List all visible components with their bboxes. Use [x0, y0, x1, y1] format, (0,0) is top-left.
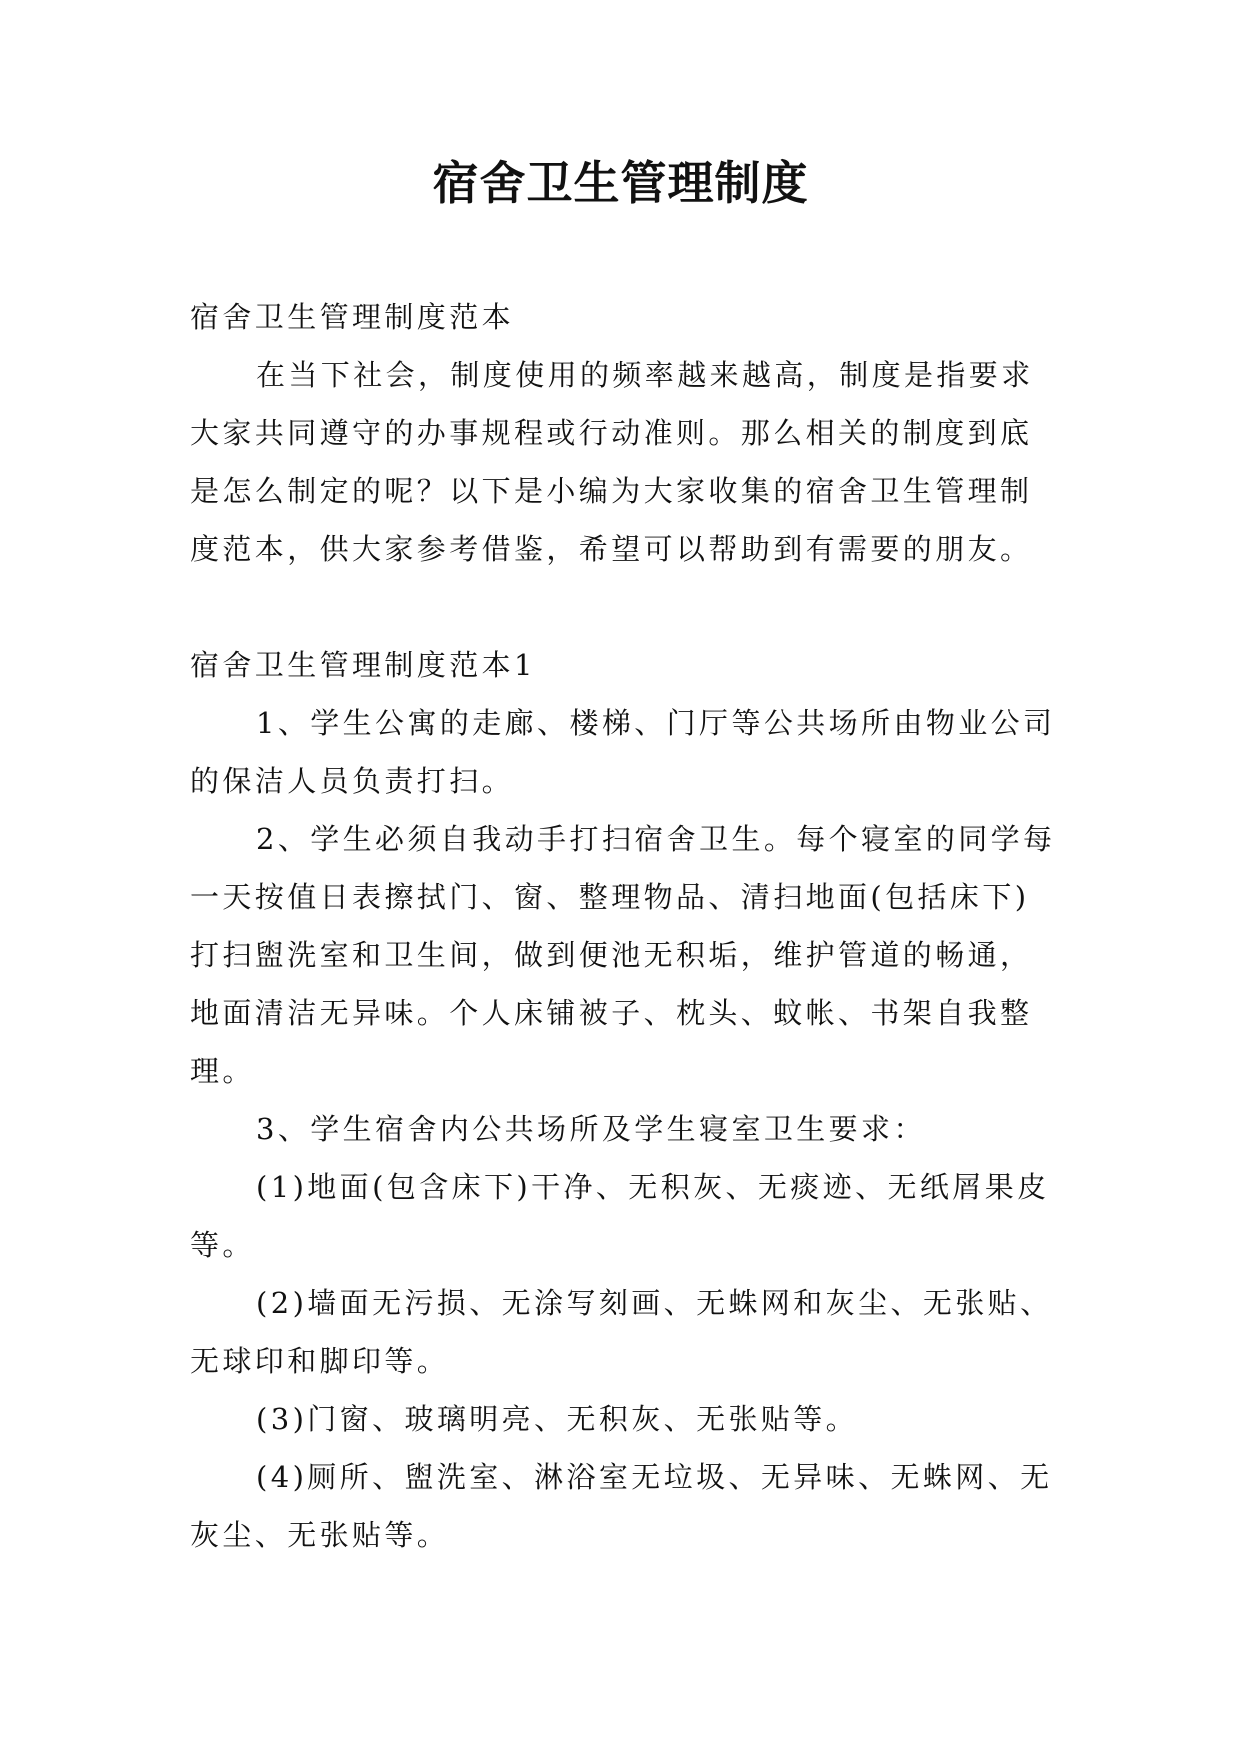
document-body: [190, 288, 1060, 1564]
section1-heading: 宿舍卫生管理制度范本1: [190, 648, 536, 682]
requirement-item: (1)地面(包含床下)干净、无积灰、无痰迹、无纸屑果皮等。: [190, 1170, 1050, 1262]
requirement-item: (4)厕所、盥洗室、淋浴室无垃圾、无异味、无蛛网、无灰尘、无张贴等。: [190, 1460, 1053, 1552]
document-title: 宿舍卫生管理制度: [432, 156, 809, 210]
section1-paragraph: 3、学生宿舍内公共场所及学生寝室卫生要求：: [256, 1112, 926, 1146]
intro-heading: 宿舍卫生管理制度范本: [190, 300, 515, 334]
section1-paragraph: 2、学生必须自我动手打扫宿舍卫生。每个寝室的同学每一天按值日表擦拭门、窗、整理物品、清扫地面(包括床下)打扫盥洗室和卫生间，做到便池无积垢，维护管道的畅通，地面清洁无异味。个人床铺被子、枕头、蚊帐、书架自我整理。: [190, 822, 1056, 1088]
requirement-item: (3)门窗、玻璃明亮、无积灰、无张贴等。: [256, 1402, 859, 1436]
requirement-item: (2)墙面无污损、无涂写刻画、无蛛网和灰尘、无张贴、无球印和脚印等。: [190, 1286, 1053, 1378]
section1-paragraph: 1、学生公寓的走廊、楼梯、门厅等公共场所由物业公司的保洁人员负责打扫。: [190, 706, 1056, 798]
intro-paragraph: 在当下社会，制度使用的频率越来越高，制度是指要求大家共同遵守的办事规程或行动准则。那么相关的制度到底是怎么制定的呢？以下是小编为大家收集的宿舍卫生管理制度范本，供大家参考借鉴，希望可以帮助到有需要的朋友。: [190, 358, 1034, 566]
